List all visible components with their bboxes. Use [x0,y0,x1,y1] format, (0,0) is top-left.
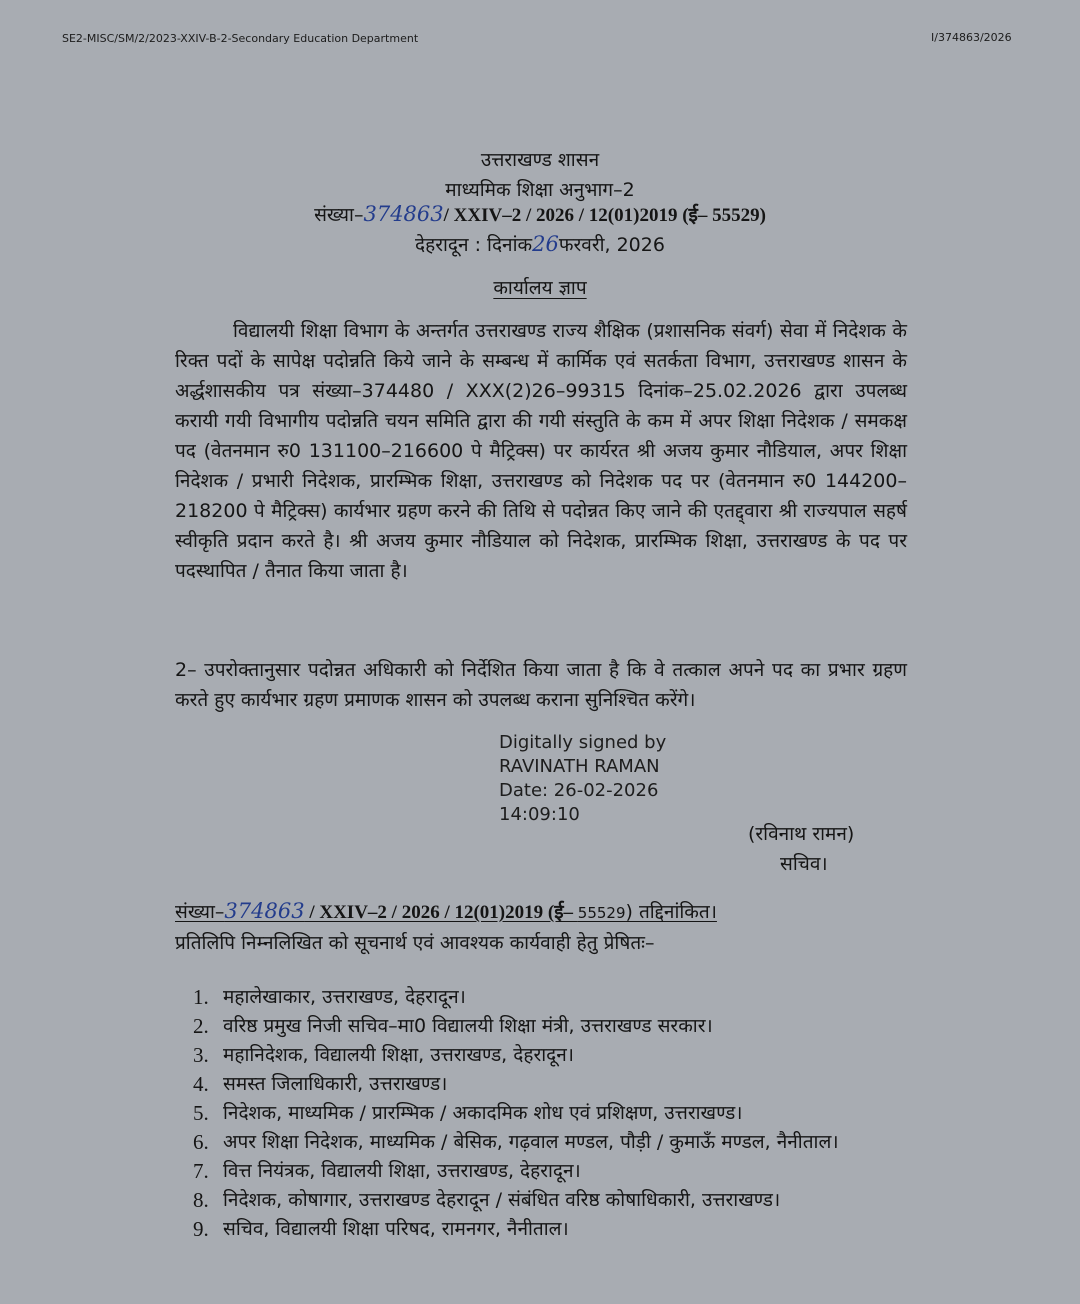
handwritten-date: 26 [532,232,559,256]
list-text: महानिदेशक, विद्यालयी शिक्षा, उत्तराखण्ड, देहरादून। [223,1044,574,1066]
list-item [193,983,913,1012]
list-text: वरिष्ठ प्रमुख निजी सचिव–मा0 विद्यालयी शिक्षा मंत्री, उत्तराखण्ड सरकार। [223,1015,713,1037]
list-text: अपर शिक्षा निदेशक, माध्यमिक / बेसिक, गढ़वाल मण्डल, पौड़ी / कुमाऊँ मण्डल, नैनीताल। [223,1131,839,1153]
digital-signature-block [499,731,666,827]
list-item [193,1041,913,1070]
signature-time: 14:09:10 [499,804,580,825]
list-item [193,1186,913,1215]
list-number: 4. [193,1072,209,1096]
file-reference-header: SE2-MISC/SM/2/2023-XXIV-B-2-Secondary Education Department [62,32,419,45]
list-number: 2. [193,1014,209,1038]
list-number: 1. [193,985,209,1009]
instruction-paragraph: 2– उपरोक्तानुसार पदोन्नत अधिकारी को निर्देशित किया जाता है कि वे तत्काल अपने पद का प्रभार ग्रहण करते हुए कार्यभार ग्रहण प्रमाणक शासन को उपलब्ध कराना सुनिश्चित करेंगे। [175,659,907,711]
copy-ref-prefix: संख्या– [175,901,225,923]
copy-handwritten-number: 374863 [224,899,305,923]
list-text: समस्त जिलाधिकारी, उत्तराखण्ड। [223,1073,448,1095]
list-text: सचिव, विद्यालयी शिक्षा परिषद, रामनगर, नैनीताल। [223,1218,569,1240]
signature-name: RAVINATH RAMAN [499,756,660,777]
section-title: माध्यमिक शिक्षा अनुभाग–2 [445,179,635,201]
list-item [193,1128,913,1157]
government-title: उत्तराखण्ड शासन [480,149,600,171]
copy-intro: प्रतिलिपि निम्नलिखित को सूचनार्थ एवं आवश्यक कार्यवाही हेतु प्रेषितः– [175,932,655,954]
list-number: 8. [193,1188,209,1212]
copy-ref-rest: / XXIV–2 / 2026 / 12(01)2019 (ई– [304,902,578,923]
document-id-header: I/374863/2026 [931,31,1012,44]
signatory-name: (रविनाथ रामन) [748,823,855,845]
list-number: 5. [193,1101,209,1125]
copy-reference-number [175,898,717,924]
list-item [193,1099,913,1128]
recipient-list [193,983,913,1244]
signature-date: Date: 26-02-2026 [499,780,659,801]
list-number: 6. [193,1130,209,1154]
main-paragraph: विद्यालयी शिक्षा विभाग के अन्तर्गत उत्तराखण्ड राज्य शैक्षिक (प्रशासनिक संवर्ग) सेवा में निदेशक के रिक्त पदों के सापेक्ष पदोन्नति किये जाने के सम्बन्ध में कार्मिक एवं सतर्कता विभाग, उत्तराखण्ड शासन के अर्द्धशासकीय पत्र संख्या–374480 / XXX(2)26–99315 दिनांक–25.02.2026 द्वारा उपलब्ध करायी गयी विभागीय पदोन्नति चयन समिति द्वारा की गयी संस्तुति के कम में अपर शिक्षा निदेशक / समकक्ष पद (वेतनमान रु0 131100–216600 पे मैट्रिक्स) पर कार्यरत श्री अजय कुमार नौडियाल, अपर शिक्षा निदेशक / प्रभारी निदेशक, प्रारम्भिक शिक्षा, उत्तराखण्ड को निदेशक पद पर (वेतनमान रु0 144200–218200 पे मैट्रिक्स) कार्यभार ग्रहण करने की तिथि से पदोन्नत किए जाने की एतद्द्वारा श्री राज्यपाल सहर्ष स्वीकृति प्रदान करते है। श्री अजय कुमार नौडियाल को निदेशक, प्रारम्भिक शिक्षा, उत्तराखण्ड के पद पर पदस्थापित / तैनात किया जाता है। [175,320,907,582]
list-number: 9. [193,1217,209,1241]
letter-number [0,201,1080,227]
letter-date [0,231,1080,257]
document-title: कार्यालय ज्ञाप [493,277,587,299]
copy-ref-end: ) तद्दिनांकित। [625,901,717,923]
copy-ref-small: 55529 [577,904,626,922]
list-item [193,1157,913,1186]
number-prefix: संख्या– [314,204,364,226]
list-number: 3. [193,1043,209,1067]
number-rest: / XXIV–2 / 2026 / 12(01)2019 (ई– 55529) [443,205,766,226]
date-suffix: फरवरी, 2026 [558,234,665,256]
handwritten-number: 374863 [363,202,444,226]
list-number: 7. [193,1159,209,1183]
list-item [193,1012,913,1041]
list-text: निदेशक, माध्यमिक / प्रारम्भिक / अकादमिक शोध एवं प्रशिक्षण, उत्तराखण्ड। [223,1102,743,1124]
signatory-designation: सचिव। [780,853,828,875]
list-text: महालेखाकार, उत्तराखण्ड, देहरादून। [223,986,466,1008]
date-prefix: देहरादून : दिनांक [415,234,533,256]
list-text: निदेशक, कोषागार, उत्तराखण्ड देहरादून / संबंधित वरिष्ठ कोषाधिकारी, उत्तराखण्ड। [223,1189,781,1211]
list-text: वित्त नियंत्रक, विद्यालयी शिक्षा, उत्तराखण्ड, देहरादून। [223,1160,581,1182]
list-item [193,1070,913,1099]
list-item [193,1215,913,1244]
signature-line: Digitally signed by [499,732,667,753]
